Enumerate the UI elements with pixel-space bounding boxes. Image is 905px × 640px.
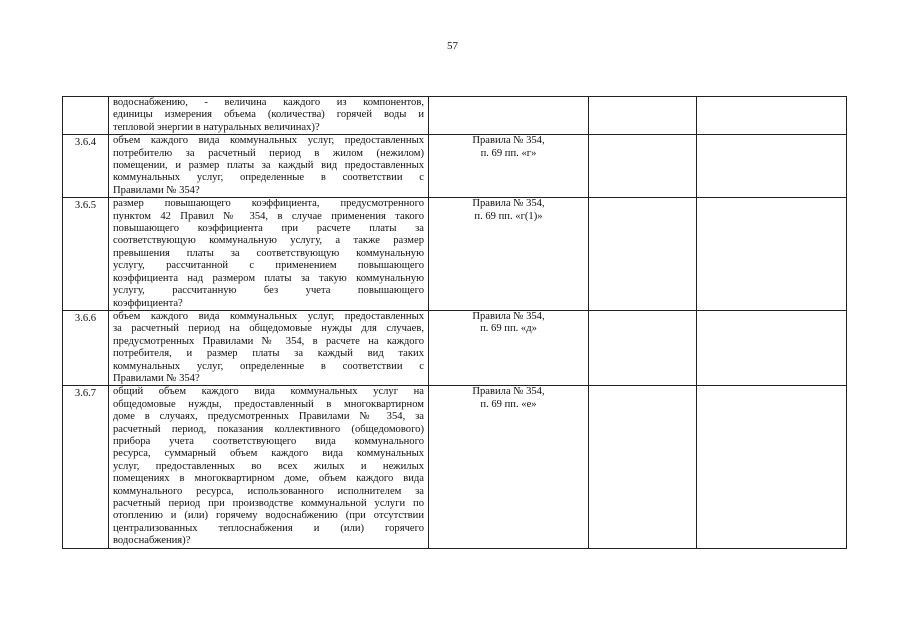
question-line: Правилами № 354?: [113, 372, 200, 384]
empty-cell: [697, 198, 847, 311]
question-line: превышения платы за соответствующую коммунальную: [113, 247, 424, 259]
question-line: услуг, предоставленных во всех жилых и нежилых: [113, 460, 424, 472]
reference-line: п. 69 пп. «г»: [480, 147, 537, 159]
question-cell: [109, 198, 429, 311]
question-cell: [109, 386, 429, 548]
question-cell: [109, 135, 429, 198]
reference-cell: [429, 310, 589, 385]
table-row: [63, 310, 847, 385]
table-body: [63, 97, 847, 549]
table-row: [63, 198, 847, 311]
question-line: водоснабжения)?: [113, 535, 191, 547]
requirements-table: [62, 96, 847, 549]
reference-line: п. 69 пп. «д»: [480, 323, 537, 335]
table-row: [63, 97, 847, 135]
reference-line: Правила № 354,: [472, 135, 545, 147]
reference-line: Правила № 354,: [472, 310, 545, 322]
question-line: объем каждого вида коммунальных услуг, предоставленных: [113, 310, 424, 322]
empty-cell: [697, 310, 847, 385]
item-number-cell: 3.6.5: [63, 198, 109, 311]
reference-cell: [429, 97, 589, 135]
question-line: предусмотренных Правилами № 354, в расчете на каждого: [113, 335, 424, 347]
question-line: водоснабжению, - величина каждого из компонентов,: [113, 97, 424, 108]
reference-line: Правила № 354,: [472, 198, 545, 210]
question-line: услугу, рассчитанной с применением повышающего: [113, 260, 424, 272]
empty-cell: [589, 198, 697, 311]
item-number-cell: [63, 97, 109, 135]
question-line: общедомовые нужды, предоставленный в многоквартирном: [113, 398, 424, 410]
reference-line: п. 69 пп. «г(1)»: [474, 210, 543, 222]
question-line: тепловой энергии в натуральных величинах)?: [113, 121, 320, 133]
question-line: коэффициента?: [113, 297, 183, 309]
empty-cell: [697, 386, 847, 548]
reference-cell: [429, 386, 589, 548]
question-cell: [109, 310, 429, 385]
question-line: услугу, рассчитанную без учета повышающего: [113, 285, 424, 297]
question-line: коммунального ресурса, использованного исполнителем за: [113, 485, 424, 497]
question-line: коэффициента над размером платы за такую коммунальную: [113, 272, 424, 284]
question-line: доме в случаях, предусмотренных Правилами № 354, за: [113, 411, 424, 423]
table-row: [63, 386, 847, 548]
empty-cell: [589, 386, 697, 548]
reference-line: п. 69 пп. «е»: [480, 398, 537, 410]
question-line: общий объем каждого вида коммунальных услуг на: [113, 386, 424, 398]
question-line: пунктом 42 Правил № 354, в случае применения такого: [113, 210, 424, 222]
reference-line: Правила № 354,: [472, 386, 545, 398]
question-line: потребителю за расчетный период в жилом (нежилом): [113, 147, 424, 159]
question-line: централизованных теплоснабжения и (или) горячего: [113, 522, 424, 534]
question-line: помещениях в многоквартирном доме, объем каждого вида: [113, 473, 424, 485]
question-line: за расчетный период на общедомовые нужды для случаев,: [113, 323, 424, 335]
question-line: размер повышающего коэффициента, предусмотренного: [113, 198, 424, 210]
reference-cell: [429, 135, 589, 198]
item-number-cell: 3.6.4: [63, 135, 109, 198]
question-line: расчетный период при производстве коммунальной услуги по: [113, 498, 424, 509]
question-line: ресурса, суммарный объем каждого вида коммунальных: [113, 448, 424, 460]
question-line: помещении, и размер платы за каждый вид предоставленных: [113, 160, 424, 172]
question-line: объем каждого вида коммунальных услуг, предоставленных: [113, 135, 424, 147]
question-line: прибора учета соответствующего вида коммунального: [113, 435, 424, 447]
question-cell: [109, 97, 429, 135]
question-line: потребителя, и размер платы за каждый вид таких: [113, 348, 424, 360]
question-line: единицы измерения объема (количества) горячей воды и: [113, 109, 424, 121]
item-number-cell: 3.6.7: [63, 386, 109, 548]
question-line: повышающего коэффициента при расчете платы за: [113, 223, 424, 235]
reference-cell: [429, 198, 589, 311]
empty-cell: [589, 97, 697, 135]
question-line: расчетный период, показания коллективного (общедомового): [113, 423, 424, 435]
question-line: соответствующую коммунальную услугу, а также размер: [113, 235, 424, 247]
empty-cell: [589, 310, 697, 385]
empty-cell: [697, 135, 847, 198]
empty-cell: [589, 135, 697, 198]
item-number-cell: 3.6.6: [63, 310, 109, 385]
question-line: коммунальных услуг, определенные в соответствии с: [113, 172, 424, 184]
question-line: отоплению и (или) горячему водоснабжению (при отсутствии: [113, 510, 424, 522]
question-line: Правилами № 354?: [113, 184, 200, 196]
table-row: [63, 135, 847, 198]
empty-cell: [697, 97, 847, 135]
page-number: 57: [447, 40, 458, 52]
question-line: коммунальных услуг, определенные в соответствии с: [113, 360, 424, 372]
